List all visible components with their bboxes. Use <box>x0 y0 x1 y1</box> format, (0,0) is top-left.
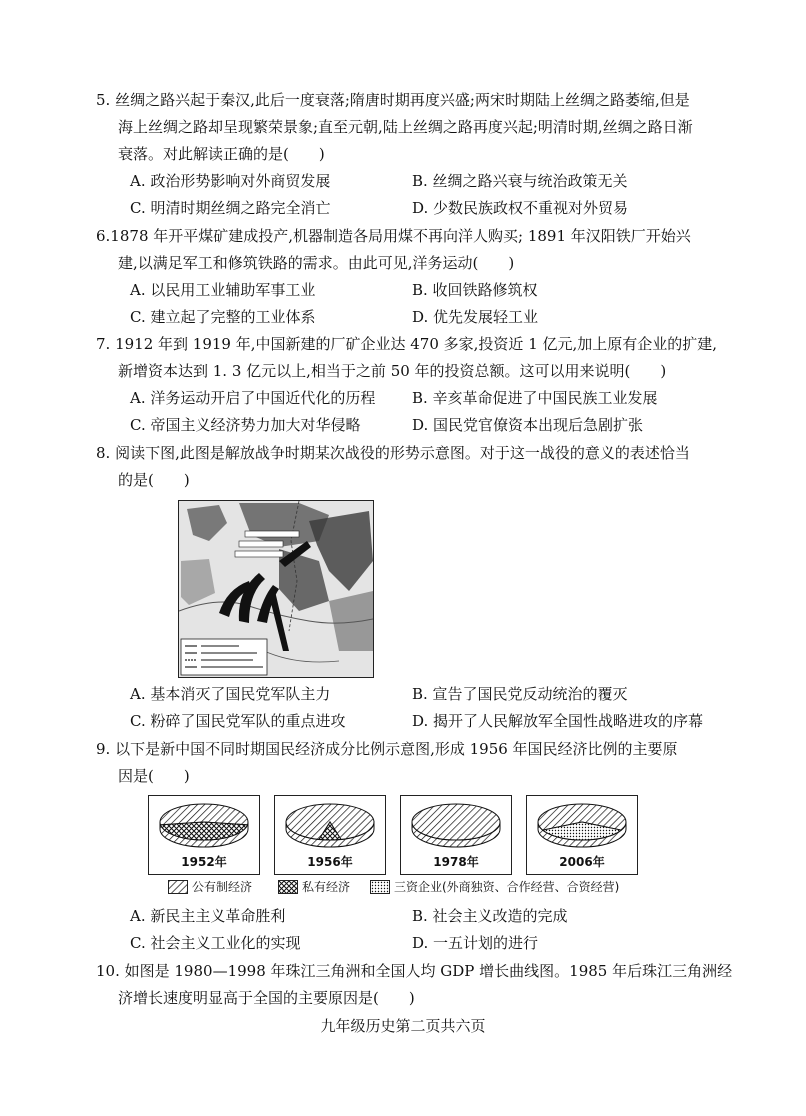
economy-composition-pies <box>148 795 638 899</box>
q7-option-c[interactable]: C. 帝国主义经济势力加大对华侵略 <box>130 416 361 434</box>
pie-1952-graphic <box>149 796 259 854</box>
battle-situation-map <box>178 500 374 678</box>
q9-stem-line-2: 因是( ) <box>118 767 190 785</box>
pie-2006 <box>526 795 638 875</box>
legend-public <box>168 878 252 895</box>
dotted-swatch-icon <box>370 880 390 894</box>
pie-1956 <box>274 795 386 875</box>
legend-private-label: 私有经济 <box>302 880 351 894</box>
legend-foreign <box>370 878 619 895</box>
hatch-swatch-icon <box>168 880 188 894</box>
legend-public-label: 公有制经济 <box>192 880 253 894</box>
q6-option-b[interactable]: B. 收回铁路修筑权 <box>412 281 538 299</box>
q9-stem-line-1: 9. 以下是新中国不同时期国民经济成分比例示意图,形成 1956 年国民经济比例的主要原 <box>96 740 678 758</box>
q5-stem-line-2: 海上丝绸之路却呈现繁荣景象;直至元朝,陆上丝绸之路再度兴起;明清时期,丝绸之路日渐 <box>118 118 693 136</box>
q5-option-a[interactable]: A. 政治形势影响对外商贸发展 <box>130 172 331 190</box>
pie-1978-graphic <box>401 796 511 854</box>
q8-option-d[interactable]: D. 揭开了人民解放军全国性战略进攻的序幕 <box>412 712 704 730</box>
legend-private <box>278 878 350 895</box>
page-footer: 九年级历史第二页共六页 <box>320 1017 486 1035</box>
pie-year-label: 1978年 <box>433 855 479 869</box>
q8-option-a[interactable]: A. 基本消灭了国民党军队主力 <box>130 685 331 703</box>
q8-stem-line-1: 8. 阅读下图,此图是解放战争时期某次战役的形势示意图。对于这一战役的意义的表述恰当 <box>96 444 690 462</box>
q7-stem-line-1: 7. 1912 年到 1919 年,中国新建的厂矿企业达 470 多家,投资近 1 亿元,加上原有企业的扩建, <box>96 335 718 353</box>
legend-foreign-label: 三资企业(外商独资、合作经营、合资经营) <box>394 880 620 894</box>
pie-1956-graphic <box>275 796 385 854</box>
pie-1952 <box>148 795 260 875</box>
q6-option-d[interactable]: D. 优先发展轻工业 <box>412 308 539 326</box>
q9-option-d[interactable]: D. 一五计划的进行 <box>412 934 539 952</box>
q7-option-b[interactable]: B. 辛亥革命促进了中国民族工业发展 <box>412 389 658 407</box>
pie-slice-public <box>412 804 500 840</box>
q5-option-b[interactable]: B. 丝绸之路兴衰与统治政策无关 <box>412 172 628 190</box>
q8-option-b[interactable]: B. 宣告了国民党反动统治的覆灭 <box>412 685 628 703</box>
q6-option-a[interactable]: A. 以民用工业辅助军事工业 <box>130 281 316 299</box>
pie-2006-graphic <box>527 796 637 854</box>
crosshatch-swatch-icon <box>278 880 298 894</box>
q9-option-a[interactable]: A. 新民主主义革命胜利 <box>130 907 286 925</box>
q6-stem-line-1: 6.1878 年开平煤矿建成投产,机器制造各局用煤不再向洋人购买; 1891 年汉阳铁厂开始兴 <box>96 227 691 245</box>
q5-stem-line-3: 衰落。对此解读正确的是( ) <box>118 145 325 163</box>
q9-option-b[interactable]: B. 社会主义改造的完成 <box>412 907 568 925</box>
q8-option-c[interactable]: C. 粉碎了国民党军队的重点进攻 <box>130 712 346 730</box>
battle-map-graphic <box>179 501 373 677</box>
pie-1978 <box>400 795 512 875</box>
q7-option-d[interactable]: D. 国民党官僚资本出现后急剧扩张 <box>412 416 644 434</box>
q10-stem-line-1: 10. 如图是 1980—1998 年珠江三角洲和全国人均 GDP 增长曲线图。1985 年后珠江三角洲经 <box>96 962 733 980</box>
q6-option-c[interactable]: C. 建立起了完整的工业体系 <box>130 308 316 326</box>
pie-year-label: 2006年 <box>559 855 605 869</box>
pie-year-label: 1956年 <box>307 855 353 869</box>
q8-stem-line-2: 的是( ) <box>118 471 190 489</box>
q7-stem-line-2: 新增资本达到 1. 3 亿元以上,相当于之前 50 年的投资总额。这可以用来说明( ) <box>118 362 667 380</box>
q6-stem-line-2: 建,以满足军工和修筑铁路的需求。由此可见,洋务运动( ) <box>118 254 515 272</box>
q9-option-c[interactable]: C. 社会主义工业化的实现 <box>130 934 301 952</box>
q5-option-d[interactable]: D. 少数民族政权不重视对外贸易 <box>412 199 629 217</box>
q7-option-a[interactable]: A. 洋务运动开启了中国近代化的历程 <box>130 389 376 407</box>
q5-option-c[interactable]: C. 明清时期丝绸之路完全消亡 <box>130 199 331 217</box>
q10-stem-line-2: 济增长速度明显高于全国的主要原因是( ) <box>118 989 415 1007</box>
q5-stem-line-1: 5. 丝绸之路兴起于秦汉,此后一度衰落;隋唐时期再度兴盛;两宋时期陆上丝绸之路萎缩,但是 <box>96 91 690 109</box>
pie-year-label: 1952年 <box>181 855 227 869</box>
pie-legend <box>148 878 638 896</box>
